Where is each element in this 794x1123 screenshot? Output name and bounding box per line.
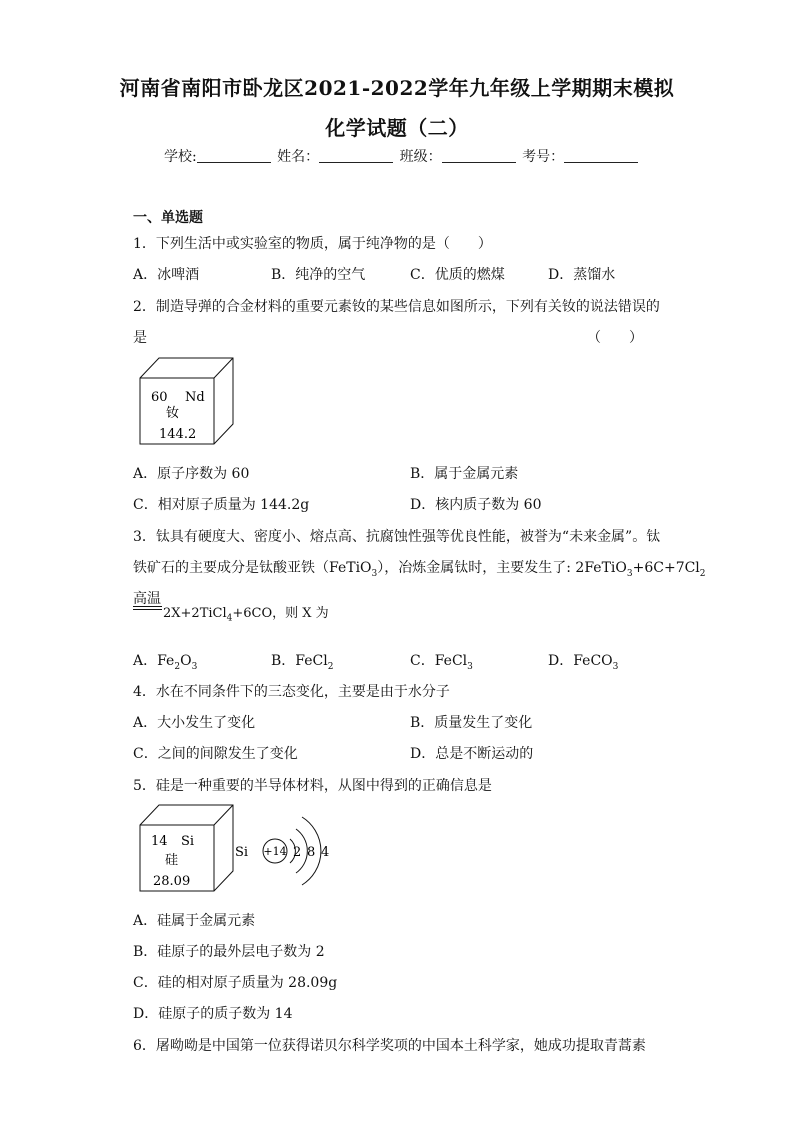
exam-title-line2: 化学试题（二） (325, 116, 469, 140)
nd-atomic-mass: 144.2 (159, 427, 197, 442)
q5-stem: 5．硅是一种重要的半导体材料，从图中得到的正确信息是 (133, 778, 492, 794)
school-label: 学校: (164, 149, 197, 165)
exam-title-line1: 河南省南阳市卧龙区2021-2022学年九年级上学期期末模拟 (119, 76, 675, 100)
q2-stem-line1: 2．制造导弹的合金材料的重要元素钕的某些信息如图所示，下列有关钕的说法错误的 (133, 299, 660, 315)
class-blank[interactable] (442, 148, 516, 163)
name-label: 姓名： (277, 149, 320, 165)
q4-option-d[interactable]: D．总是不断运动的 (410, 746, 534, 762)
q5-option-c[interactable]: C．硅的相对原子质量为 28.09g (133, 975, 338, 991)
q5-option-b[interactable]: B．硅原子的最外层电子数为 2 (133, 944, 325, 960)
student-info-row (164, 146, 640, 166)
q1-option-a[interactable]: A．冰啤酒 (133, 267, 200, 283)
shell-2-electrons: 8 (307, 845, 316, 860)
nd-atomic-number: 60 (151, 390, 168, 405)
si-atomic-number: 14 (151, 834, 168, 849)
q1-option-c[interactable]: C．优质的燃煤 (410, 267, 505, 283)
q3-option-b[interactable]: B．FeCl$_2$ (271, 653, 334, 672)
q3-stem-line2: 铁矿石的主要成分是钛酸亚铁（FeTiO$_3$），冶炼金属钛时，主要发生了: $2FeTiO_3+6C+7Cl_2$ (133, 560, 706, 579)
equation-line-top (133, 606, 162, 607)
diagram-si-symbol: Si (235, 845, 249, 860)
q2-option-d[interactable]: D．核内质子数为 60 (410, 497, 542, 513)
q1-option-d[interactable]: D．蒸馏水 (548, 267, 616, 283)
q4-stem: 4．水在不同条件下的三态变化，主要是由于水分子 (133, 684, 450, 700)
number-label: 考号： (522, 149, 565, 165)
nd-symbol: Nd (185, 390, 205, 405)
class-label: 班级： (399, 149, 442, 165)
si-symbol: Si (181, 834, 195, 849)
q3-stem-line1: 3．钛具有硬度大、密度小、熔点高、抗腐蚀性强等优良性能，被誉为“未来金属”。钛 (133, 529, 661, 545)
q2-answer-paren[interactable]: （ ） (587, 330, 643, 346)
nd-name: 钕 (166, 406, 180, 421)
silicon-atom-structure-diagram (232, 803, 342, 898)
silicon-element-card (137, 803, 237, 895)
q2-option-a[interactable]: A．原子序数为 60 (133, 466, 250, 482)
q4-option-c[interactable]: C．之间的间隙发生了变化 (133, 746, 298, 762)
q2-option-c[interactable]: C．相对原子质量为 144.2g (133, 497, 310, 513)
q3-option-c[interactable]: C．FeCl$_3$ (410, 653, 473, 672)
q1-option-b[interactable]: B．纯净的空气 (271, 267, 366, 283)
q3-reaction-condition: 高温 (133, 591, 161, 607)
neodymium-element-card (137, 356, 237, 448)
si-name: 硅 (165, 853, 179, 868)
q6-stem: 6．屠呦呦是中国第一位获得诺贝尔科学奖项的中国本土科学家，她成功提取青蒿素 (133, 1038, 646, 1054)
q1-stem: 1．下列生活中或实验室的物质，属于纯净物的是（ ） (133, 236, 492, 252)
section-heading: 一、单选题 (133, 210, 203, 226)
q4-option-b[interactable]: B．质量发生了变化 (410, 715, 533, 731)
q5-option-a[interactable]: A．硅属于金属元素 (133, 913, 256, 929)
q5-option-d[interactable]: D．硅原子的质子数为 14 (133, 1006, 293, 1022)
equation-line-bottom (133, 609, 162, 610)
q2-option-b[interactable]: B．属于金属元素 (410, 466, 519, 482)
number-blank[interactable] (564, 148, 638, 163)
name-blank[interactable] (319, 148, 393, 163)
q4-option-a[interactable]: A．大小发生了变化 (133, 715, 256, 731)
nucleus-charge: +14 (263, 845, 287, 858)
school-blank[interactable] (197, 148, 271, 163)
shell-1-electrons: 2 (293, 845, 302, 860)
si-atomic-mass: 28.09 (153, 874, 191, 889)
q2-stem-line2: 是 (133, 330, 147, 346)
q3-option-d[interactable]: D．FeCO$_3$ (548, 653, 619, 672)
shell-3-electrons: 4 (321, 845, 330, 860)
q3-stem-line3: 2X+2TiCl$_4$+6CO，则 X 为 (163, 606, 329, 624)
q3-option-a[interactable]: A．$Fe_2O_3$ (133, 653, 198, 672)
